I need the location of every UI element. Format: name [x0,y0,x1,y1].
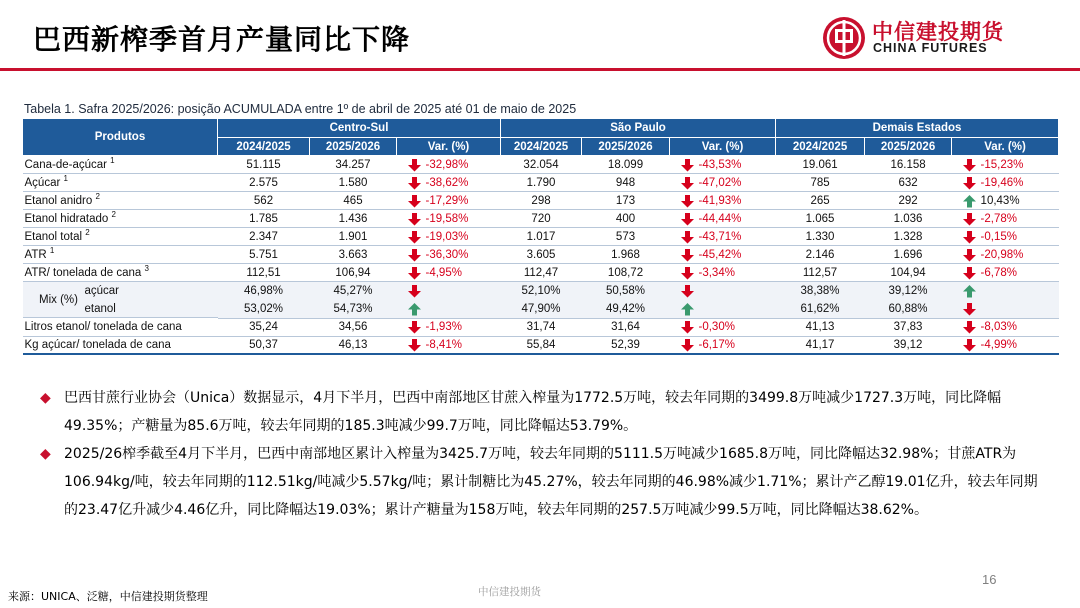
value-curr: 54,73% [310,300,397,318]
var-value: -19,03% [425,230,469,243]
arrow-down-icon [962,230,977,244]
var-cell [952,246,1059,264]
var-value: -17,29% [425,194,469,207]
footnote-marker: 2 [85,227,90,237]
product-name: Etanol total [24,230,83,243]
var-cell [397,192,501,210]
diamond-bullet-icon: ◆ [40,446,51,462]
value-curr: 1.580 [310,174,397,192]
var-cell [670,192,776,210]
value-curr: 16.158 [865,156,952,174]
value-curr: 173 [582,192,670,210]
value-curr: 34,56 [310,318,397,336]
table-row [23,336,1059,354]
value-prev: 1.017 [501,228,582,246]
var-value: -43,71% [698,230,742,243]
value-prev: 41,13 [776,318,865,336]
value-prev: 2.575 [218,174,310,192]
value-prev: 1.065 [776,210,865,228]
value-prev: 2.347 [218,228,310,246]
arrow-down-icon [680,284,695,298]
analysis-bullets [40,384,1050,524]
var-value: -36,30% [425,248,469,261]
value-curr: 52,39 [582,336,670,354]
var-cell [397,336,501,354]
arrow-down-icon [680,212,695,226]
arrow-down-icon [680,266,695,280]
arrow-down-icon [962,248,977,262]
logo-chinese-text: 中信建投期货 [872,20,1004,44]
product-label [23,156,218,174]
value-curr: 632 [865,174,952,192]
product-name: Litros etanol/ tonelada de cana [24,320,182,333]
arrow-down-icon [407,266,422,280]
table-body [23,156,1059,355]
value-curr: 573 [582,228,670,246]
arrow-down-icon [407,338,422,352]
product-name: ATR [24,248,47,261]
diamond-bullet-icon: ◆ [40,390,51,406]
var-value: -1,93% [425,321,462,333]
header-produtos: Produtos [23,119,218,156]
header-group-centro-sul: Centro-Sul [218,119,501,138]
var-cell [397,282,501,301]
arrow-down-icon [680,176,695,190]
var-value: -44,44% [698,212,742,225]
var-value: -47,02% [698,176,742,189]
var-value: -45,42% [698,248,742,261]
var-value: -0,15% [980,230,1017,243]
bullet-text: 2025/26榨季截至4月下半月，巴西中南部地区累计入榨量为3425.7万吨，较去年同期的5111.5万吨减少1685.8万吨，同比降幅达32.98%；甘蔗ATR为106.94kg/吨，较去年同期的112.51kg/吨减少5.57kg/吨；累计制糖比为45.27%，较去年同期的46.98%减少1.71%；累计产乙醇19.01亿升，较去年同期的23.47亿升减少4.46亿升，同比降幅达19.03%；累计产糖量为158万吨，较去年同期的257.5万吨减少99.5万吨，同比降幅达38.62%。 [64,446,1038,518]
footnote-marker: 2 [95,191,100,201]
product-label [23,246,218,264]
value-prev: 38,38% [776,282,865,301]
value-prev: 31,74 [501,318,582,336]
product-label [23,336,218,354]
subheader-year-prev: 2024/2025 [501,138,582,156]
var-value: -6,17% [698,338,735,351]
company-logo [822,14,1072,60]
product-name: Cana-de-açúcar [24,158,107,171]
subheader-var: Var. (%) [952,138,1059,156]
var-value: -3,34% [698,266,735,279]
value-prev: 55,84 [501,336,582,354]
arrow-down-icon [962,212,977,226]
var-value: -4,99% [980,338,1017,351]
var-cell [952,210,1059,228]
page-number: 16 [982,572,997,587]
var-cell [952,318,1059,336]
var-cell [952,336,1059,354]
bullet-item [40,440,1050,524]
table-row [23,192,1059,210]
var-value: -20,98% [980,248,1024,261]
value-prev: 785 [776,174,865,192]
value-prev: 720 [501,210,582,228]
var-value: -8,41% [425,338,462,351]
value-prev: 298 [501,192,582,210]
value-curr: 50,58% [582,282,670,301]
var-cell [397,264,501,282]
mix-label-cell [23,282,218,306]
source-note: 来源：UNICA、泛糖，中信建投期货整理 [8,590,208,603]
header-group-sao-paulo: São Paulo [501,119,776,138]
value-prev: 61,62% [776,300,865,318]
subheader-year-curr: 2025/2026 [865,138,952,156]
header-divider [0,68,1080,71]
bullet-item [40,384,1050,440]
value-curr: 60,88% [865,300,952,318]
var-value: -6,78% [980,266,1017,279]
var-value: 10,43% [980,194,1020,207]
product-name: Etanol hidratado [24,212,109,225]
arrow-down-icon [680,158,695,172]
value-curr: 104,94 [865,264,952,282]
arrow-up-icon [962,194,977,208]
arrow-down-icon [962,320,977,334]
table-row [23,318,1059,336]
var-cell [670,318,776,336]
table-row [23,174,1059,192]
arrow-up-icon [680,302,695,316]
value-prev: 265 [776,192,865,210]
table-row [23,156,1059,174]
var-cell [670,336,776,354]
table-row-mix [23,300,1059,318]
arrow-down-icon [407,230,422,244]
value-curr: 39,12 [865,336,952,354]
value-prev: 562 [218,192,310,210]
value-curr: 1.328 [865,228,952,246]
product-name: Kg açúcar/ tonelada de cana [24,338,171,351]
var-cell [397,210,501,228]
header-group-demais-estados: Demais Estados [776,119,1059,138]
table-row [23,210,1059,228]
value-curr: 37,83 [865,318,952,336]
arrow-down-icon [407,248,422,262]
value-curr: 1.436 [310,210,397,228]
var-value: -19,46% [980,176,1024,189]
arrow-down-icon [407,194,422,208]
var-cell [952,174,1059,192]
var-cell [952,300,1059,318]
var-cell [397,318,501,336]
subheader-year-curr: 2025/2026 [310,138,397,156]
product-label [23,264,218,282]
value-prev: 5.751 [218,246,310,264]
footnote-marker: 2 [111,209,116,219]
var-cell [670,300,776,318]
value-curr: 45,27% [310,282,397,301]
var-cell [952,192,1059,210]
value-prev: 1.790 [501,174,582,192]
var-cell [397,228,501,246]
table-row [23,228,1059,246]
var-cell [670,156,776,174]
value-prev: 112,57 [776,264,865,282]
arrow-down-icon [680,248,695,262]
page-title: 巴西新榨季首月产量同比下降 [33,23,411,56]
arrow-down-icon [407,176,422,190]
value-prev: 3.605 [501,246,582,264]
arrow-up-icon [407,302,422,316]
value-curr: 46,13 [310,336,397,354]
var-value: -41,93% [698,194,742,207]
value-prev: 112,51 [218,264,310,282]
subheader-year-prev: 2024/2025 [218,138,310,156]
value-curr: 400 [582,210,670,228]
arrow-down-icon [407,320,422,334]
product-name: Etanol anidro [24,194,93,207]
product-label [23,228,218,246]
safra-table [22,118,1059,355]
value-prev: 41,17 [776,336,865,354]
var-cell [397,246,501,264]
product-label [23,318,218,336]
arrow-down-icon [962,302,977,316]
table-row-mix [23,282,1059,301]
var-value: -8,03% [980,321,1017,333]
var-value: -32,98% [425,158,469,171]
footnote-marker: 1 [63,173,68,183]
value-curr: 1.968 [582,246,670,264]
value-prev: 2.146 [776,246,865,264]
mix-sub-label: etanol [84,302,116,315]
value-curr: 106,94 [310,264,397,282]
bullet-text: 巴西甘蔗行业协会（Unica）数据显示，4月下半月，巴西中南部地区甘蔗入榨量为1772.5万吨，较去年同期的3499.8万吨减少1727.3万吨，同比降幅49.35%；产糖量为85.6万吨，较去年同期的185.3吨减少99.7万吨，同比降幅达53.79%。 [64,390,1002,434]
value-curr: 1.901 [310,228,397,246]
var-cell [397,300,501,318]
mix-sub-label: açúcar [84,285,120,297]
value-prev: 50,37 [218,336,310,354]
value-prev: 19.061 [776,156,865,174]
value-prev: 52,10% [501,282,582,301]
var-cell [952,282,1059,301]
mix-group-label: Mix (%) [39,294,78,306]
var-cell [952,228,1059,246]
table-caption: Tabela 1. Safra 2025/2026: posição ACUMULADA entre 1º de abril de 2025 até 01 de maio de 2025 [24,102,577,116]
product-name: Açúcar [24,176,61,189]
table-row [23,264,1059,282]
var-cell [397,156,501,174]
footnote-marker: 1 [110,155,115,165]
arrow-down-icon [680,230,695,244]
citic-logo-icon [822,16,866,60]
value-curr: 18.099 [582,156,670,174]
value-prev: 1.785 [218,210,310,228]
arrow-down-icon [680,194,695,208]
var-cell [670,264,776,282]
value-curr: 948 [582,174,670,192]
subheader-var: Var. (%) [670,138,776,156]
arrow-down-icon [680,338,695,352]
subheader-year-curr: 2025/2026 [582,138,670,156]
value-curr: 465 [310,192,397,210]
var-value: -2,78% [980,212,1017,225]
arrow-down-icon [407,158,422,172]
var-cell [670,246,776,264]
var-cell [670,282,776,301]
var-value: -0,30% [698,321,735,333]
var-cell [952,264,1059,282]
value-prev: 51.115 [218,156,310,174]
product-label [23,210,218,228]
value-curr: 108,72 [582,264,670,282]
var-cell [670,174,776,192]
var-cell [397,174,501,192]
value-curr: 3.663 [310,246,397,264]
footnote-marker: 3 [144,263,149,273]
value-curr: 1.036 [865,210,952,228]
var-value: -38,62% [425,176,469,189]
subheader-year-prev: 2024/2025 [776,138,865,156]
arrow-up-icon [962,284,977,298]
table-row [23,246,1059,264]
arrow-down-icon [962,266,977,280]
value-prev: 47,90% [501,300,582,318]
value-curr: 34.257 [310,156,397,174]
var-value: -4,95% [425,266,462,279]
product-label [23,192,218,210]
value-curr: 1.696 [865,246,952,264]
value-prev: 35,24 [218,318,310,336]
value-prev: 1.330 [776,228,865,246]
arrow-down-icon [962,176,977,190]
product-label [23,174,218,192]
value-prev: 32.054 [501,156,582,174]
product-name: ATR/ tonelada de cana [24,266,142,279]
var-cell [670,228,776,246]
value-curr: 31,64 [582,318,670,336]
var-value: -43,53% [698,158,742,171]
value-curr: 49,42% [582,300,670,318]
arrow-down-icon [407,212,422,226]
var-value: -19,58% [425,212,469,225]
arrow-down-icon [962,158,977,172]
subheader-var: Var. (%) [397,138,501,156]
var-cell [952,156,1059,174]
value-curr: 292 [865,192,952,210]
footnote-marker: 1 [49,245,55,255]
arrow-down-icon [407,284,422,298]
arrow-down-icon [962,338,977,352]
arrow-down-icon [680,320,695,334]
value-curr: 39,12% [865,282,952,301]
footer-brand: 中信建投期货 [478,586,541,598]
logo-english-text: CHINA FUTURES [873,41,988,55]
var-value: -15,23% [980,158,1024,171]
value-prev: 53,02% [218,300,310,318]
value-prev: 112,47 [501,264,582,282]
var-cell [670,210,776,228]
value-prev: 46,98% [218,282,310,301]
